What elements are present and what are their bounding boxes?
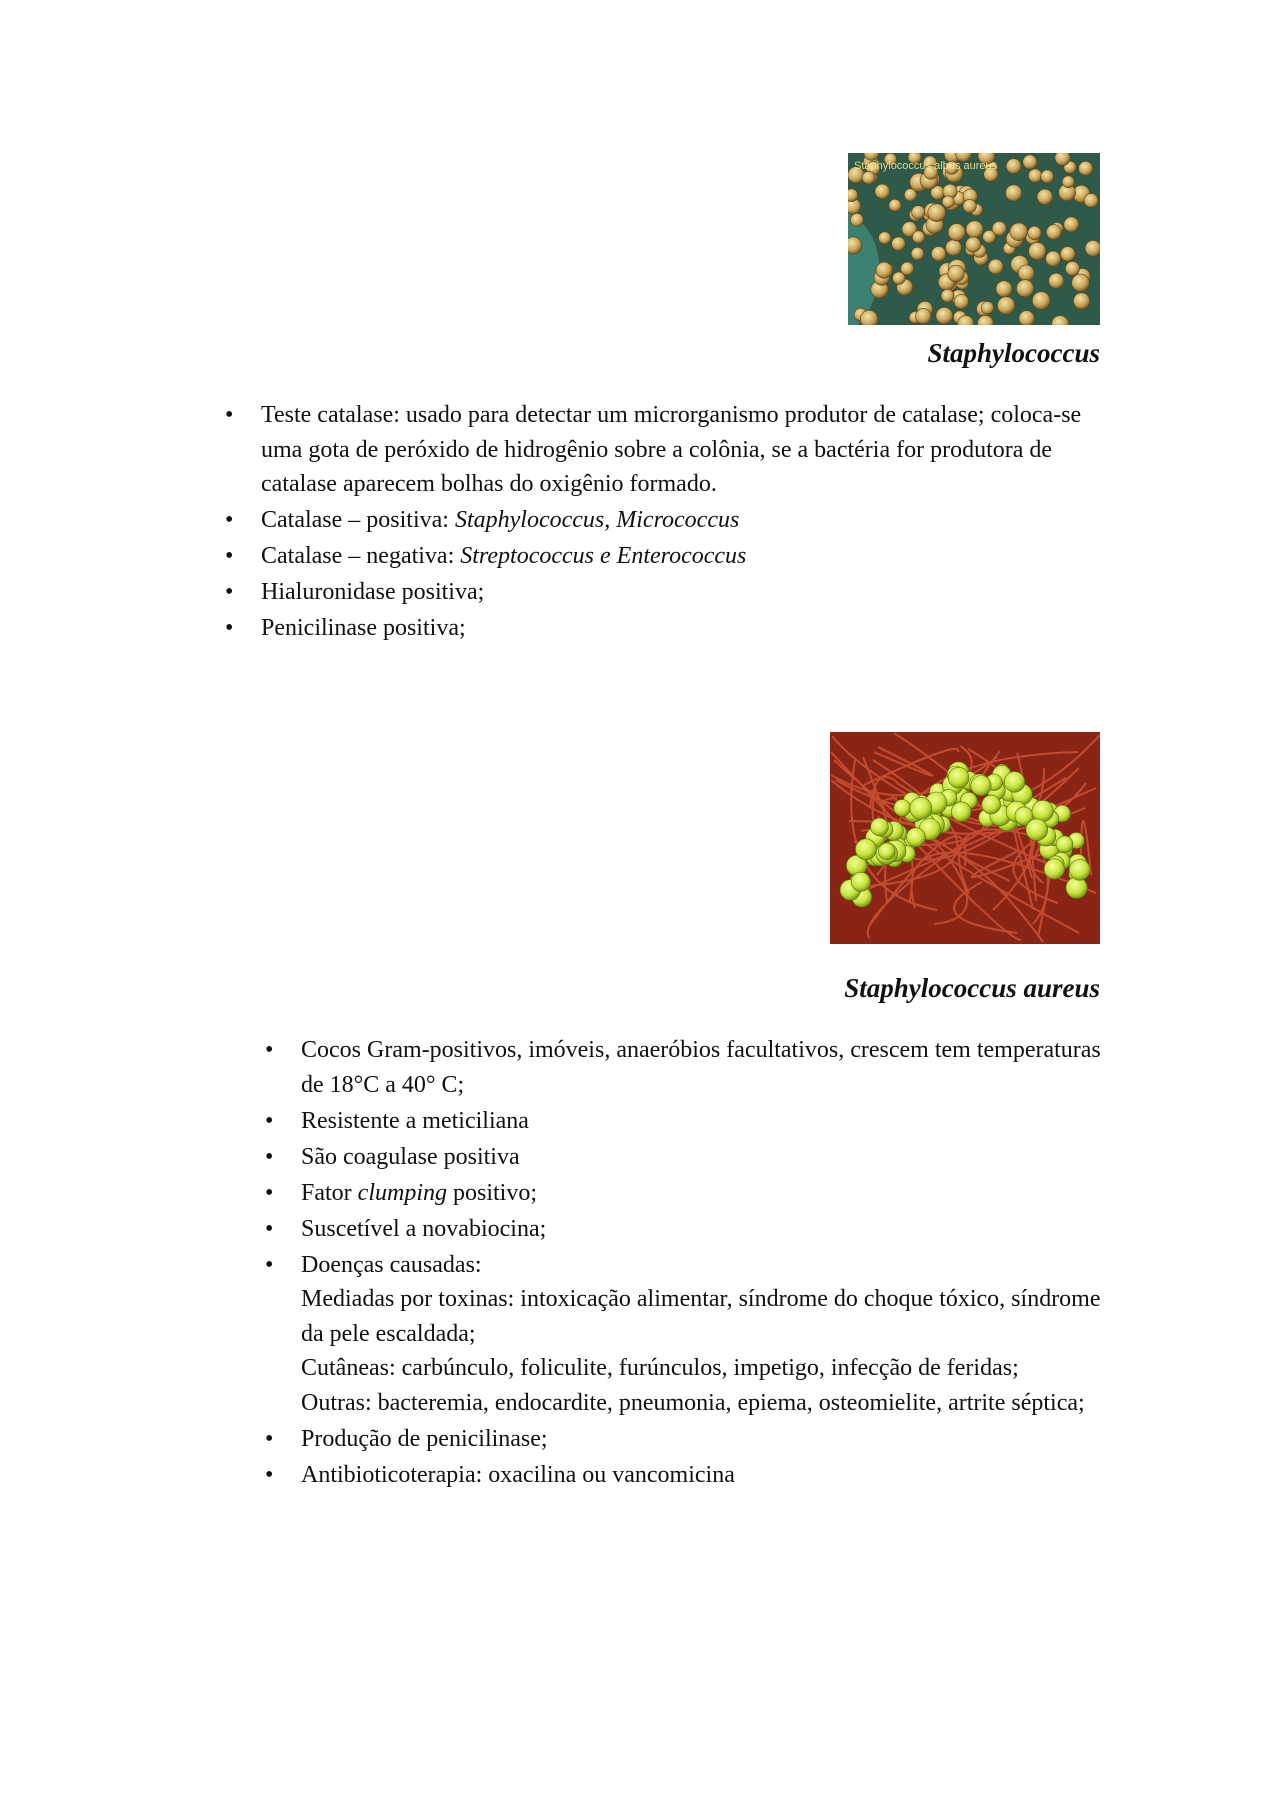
list-item: • Catalase – negativa: Streptococcus e Enterococcus [225,543,747,569]
coccus-cell [946,240,962,256]
coccus-cell [848,189,858,202]
bullet-text: Catalase – positiva: [261,507,455,533]
coccus-cell [1060,247,1075,262]
coccus-cell [850,213,863,226]
coccus-cell [1062,176,1074,188]
coccus-cell [1016,280,1033,297]
bullet-text: Hialuronidase positiva; [261,579,485,605]
staphylococcus-image [848,153,1100,325]
coccus-cell [1037,189,1053,205]
bullet-text: Cocos Gram-positivos, imóveis, anaeróbios facultativos, crescem tem temperaturas de 18°C a 40° C; [301,1037,1101,1098]
coccus-cell [904,189,916,201]
coccus-cell [912,206,925,219]
coccus-cell [1046,251,1061,266]
coccus-cell [1065,262,1079,276]
coccus-cell [1010,223,1028,241]
coccus-cell [1073,293,1089,309]
bullet-text: São coagulase positiva [301,1143,520,1170]
coccus-cell [876,262,892,278]
coccus-cell [1066,877,1087,898]
coccus-cell [1023,155,1037,169]
coccus-cell [942,196,954,208]
image-overlay-text: Staphylococcus albus aureus [854,160,998,172]
coccus-cell [862,171,875,184]
sub-text: Outras: bacteremia, endocardite, pneumonia, epiema, osteomielite, artrite séptica; [301,1389,1085,1416]
coccus-cell [982,795,1001,814]
coccus-cell [948,767,969,788]
coccus-cell [860,310,878,325]
coccus-cell [951,802,971,822]
coccus-cell [1079,161,1093,175]
bullet-text: Resistente a meticiliana [301,1107,529,1134]
staphylococcus-aureus-properties-list [265,1033,1105,1494]
list-item: • Catalase – positiva: Staphylococcus, Micrococcus [225,507,740,533]
coccus-cell [878,843,895,860]
coccus-cell [1085,240,1100,256]
bullet-text: Penicilinase positiva; [261,615,466,641]
coccus-cell [1084,193,1098,207]
coccus-cell [954,294,969,309]
bullet-text: Suscetível a novabiocina; [301,1215,547,1242]
staphylococcus-aureus-micrograph [830,732,1100,944]
coccus-cell [928,204,946,222]
list-item: • Teste catalase: usado para detectar um microrganismo produtor de catalase; coloca-se uma gota de peróxido de hidrogênio sobre a colônia, se a bactéria for produtora de catalase aparecem bolhas do oxigênio formado. [225,402,1082,497]
list-item: • Doenças causadas: Mediadas por toxinas: intoxicação alimentar, síndrome do choque tóxico, síndrome da pele escaldada; Cutâneas: carbúnculo, foliculite, furúnculos, impetigo, infecção de feridas; Outras: bacteremia, endocardite, pneumonia, epiema, osteomielite, artrite séptica; [265,1248,1105,1421]
coccus-cell [992,222,1006,236]
coccus-cell [941,289,954,302]
bullet-italic-text: Staphylococcus, Micrococcus [454,507,740,533]
coccus-cell [1032,292,1050,310]
coccus-cell [871,818,889,836]
coccus-cell [1029,242,1046,259]
coccus-cell [971,776,991,796]
list-item: • Penicilinase positiva; [225,615,466,641]
coccus-cell [1006,185,1022,201]
coccus-cell [912,231,924,243]
coccus-cell [988,259,1003,274]
coccus-cell [1072,274,1090,292]
caption-staphylococcus: Staphylococcus [927,338,1100,368]
staphylococcus-aureus-image [830,732,1100,944]
list-item: • Cocos Gram-positivos, imóveis, anaeróbios facultativos, crescem tem temperaturas de 18°C a 40° C; [265,1037,1101,1098]
coccus-cell [1028,169,1042,183]
coccus-cell [981,302,994,315]
coccus-cell [1046,225,1061,240]
coccus-cell [1069,859,1090,880]
bullet-text: Fator [301,1179,358,1206]
list-item: • Hialuronidase positiva; [225,579,485,605]
bullet-italic-text: Streptococcus e Enterococcus [460,543,747,569]
coccus-cell [1041,170,1054,183]
coccus-cell [892,237,906,251]
coccus-cell [966,221,983,238]
list-item: • Suscetível a novabiocina; [265,1215,547,1242]
coccus-cell [936,307,953,324]
catalase-properties-list [225,398,1105,647]
coccus-cell [963,199,976,212]
coccus-cell [1004,772,1025,793]
coccus-cell [1044,859,1064,879]
coccus-cell [1018,265,1034,281]
coccus-cell [911,247,924,260]
coccus-cell [1006,159,1021,174]
staphylococcus-micrograph [848,153,1100,325]
bullet-text: Doenças causadas: [301,1251,482,1278]
coccus-cell [889,199,901,211]
coccus-cell [1055,153,1070,166]
coccus-cell [1028,226,1042,240]
list-item: • Fator clumping positivo; [265,1179,538,1206]
list-item: • Antibioticoterapia: oxacilina ou vancomicina [265,1461,735,1488]
bullet-text: Antibioticoterapia: oxacilina ou vancomicina [301,1461,735,1488]
coccus-cell [1056,836,1073,853]
coccus-cell [931,247,946,262]
bullet-text: Teste catalase: usado para detectar um microrganismo produtor de catalase; coloca-se uma gota de peróxido de hidrogênio sobre a colônia, se a bactéria for produtora de catalase aparecem bolhas do oxigênio formado. [261,402,1082,497]
coccus-cell [848,237,862,254]
coccus-cell [948,265,965,282]
coccus-cell [1064,217,1079,232]
coccus-cell [894,800,911,817]
sub-text: Mediadas por toxinas: intoxicação alimentar, síndrome do choque tóxico, síndrome da pele escaldada; [301,1286,1101,1347]
coccus-cell [996,281,1012,297]
coccus-cell [875,184,890,199]
bullet-text: positivo; [447,1179,538,1206]
coccus-cell [893,272,906,285]
list-item: • Resistente a meticiliana [265,1107,529,1134]
caption-staphylococcus-aureus: Staphylococcus aureus [844,973,1100,1003]
coccus-cell [910,797,932,819]
bullet-text: Produção de penicilinase; [301,1425,548,1452]
coccus-cell [966,237,981,252]
coccus-cell [851,872,870,891]
coccus-cell [879,232,891,244]
list-item: • São coagulase positiva [265,1143,520,1170]
coccus-cell [1019,311,1035,325]
coccus-cell [1049,273,1064,288]
coccus-cell [916,308,932,324]
coccus-cell [1032,800,1053,821]
sub-text: Cutâneas: carbúnculo, foliculite, furúnculos, impetigo, infecção de feridas; [301,1355,1019,1381]
bullet-italic-text: clumping [357,1179,447,1206]
list-item: • Produção de penicilinase; [265,1425,548,1452]
coccus-cell [906,828,925,847]
coccus-cell [855,839,876,860]
coccus-cell [1026,819,1048,841]
bullet-text: Catalase – negativa: [261,543,461,569]
coccus-cell [948,224,965,241]
coccus-cell [997,297,1015,315]
